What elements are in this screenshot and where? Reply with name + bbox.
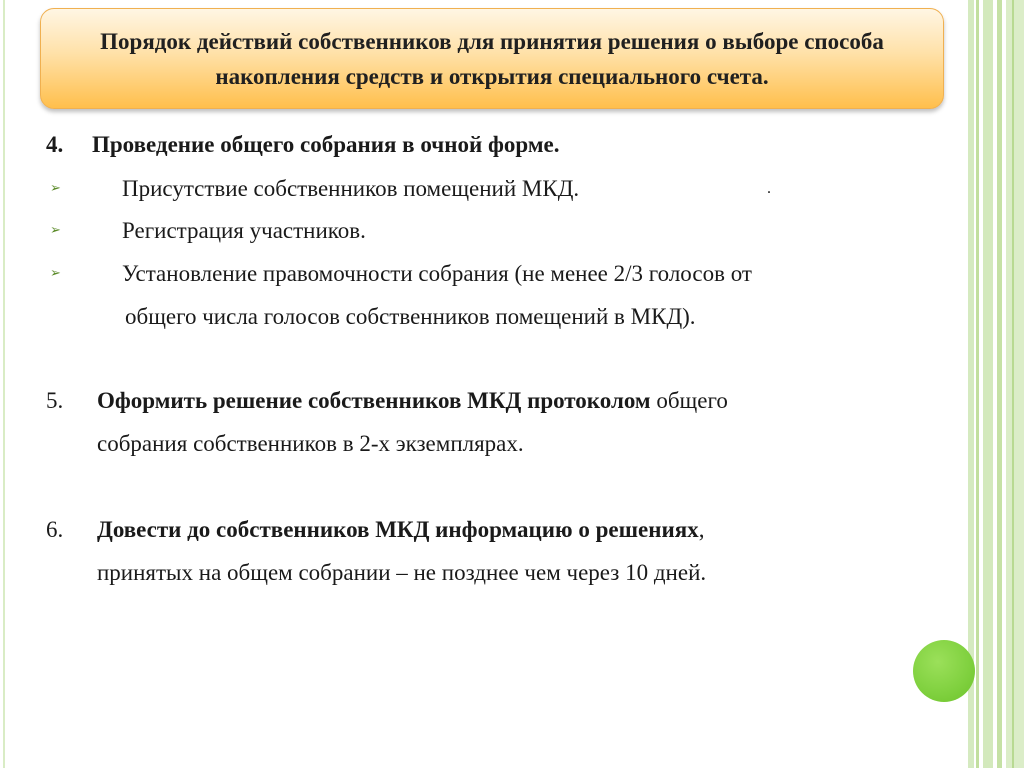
slide-title: Порядок действий собственников для принятия решения о выборе способа накопления средств и открытия специального счета. — [100, 28, 884, 89]
decor-stripe — [997, 0, 1002, 768]
arrowhead-bullet-icon: ➢ — [50, 223, 61, 238]
item5-bold: Оформить решение собственников МКД протоколом — [97, 388, 651, 413]
item4-number: 4. — [46, 132, 64, 157]
item4-bullet-3: Установление правомочности собрания (не менее 2/3 голосов от — [122, 261, 752, 286]
item5-rest: общего — [650, 388, 728, 413]
decor-stripe — [976, 0, 979, 768]
arrowhead-bullet-icon: ➢ — [50, 181, 61, 196]
item6-number: 6. — [46, 517, 64, 542]
item6-bold: Довести до собственников МКД информацию о решениях — [97, 517, 699, 542]
item5-line-1 — [97, 386, 728, 416]
item5-number: 5. — [46, 388, 64, 413]
decor-stripe — [1012, 0, 1014, 768]
arrowhead-bullet-icon: ➢ — [50, 266, 61, 281]
stray-mark: . — [767, 180, 771, 197]
item4-bullet-1: Присутствие собственников помещений МКД. — [122, 176, 580, 201]
item4-bullet-2: Регистрация участников. — [122, 218, 366, 243]
decor-stripe — [983, 0, 993, 768]
item6-line-2: принятых на общем собрании – не позднее чем через 10 дней. — [97, 560, 707, 585]
green-circle-icon — [913, 640, 975, 702]
item5-line-2: собрания собственников в 2-х экземплярах. — [97, 431, 524, 456]
item4-bullet-3-continuation: общего числа голосов собственников помещений в МКД). — [125, 304, 696, 329]
item6-line-1 — [97, 515, 704, 545]
item4-heading: Проведение общего собрания в очной форме. — [92, 132, 560, 157]
item6-rest: , — [698, 517, 705, 542]
decor-stripe — [1006, 0, 1024, 768]
